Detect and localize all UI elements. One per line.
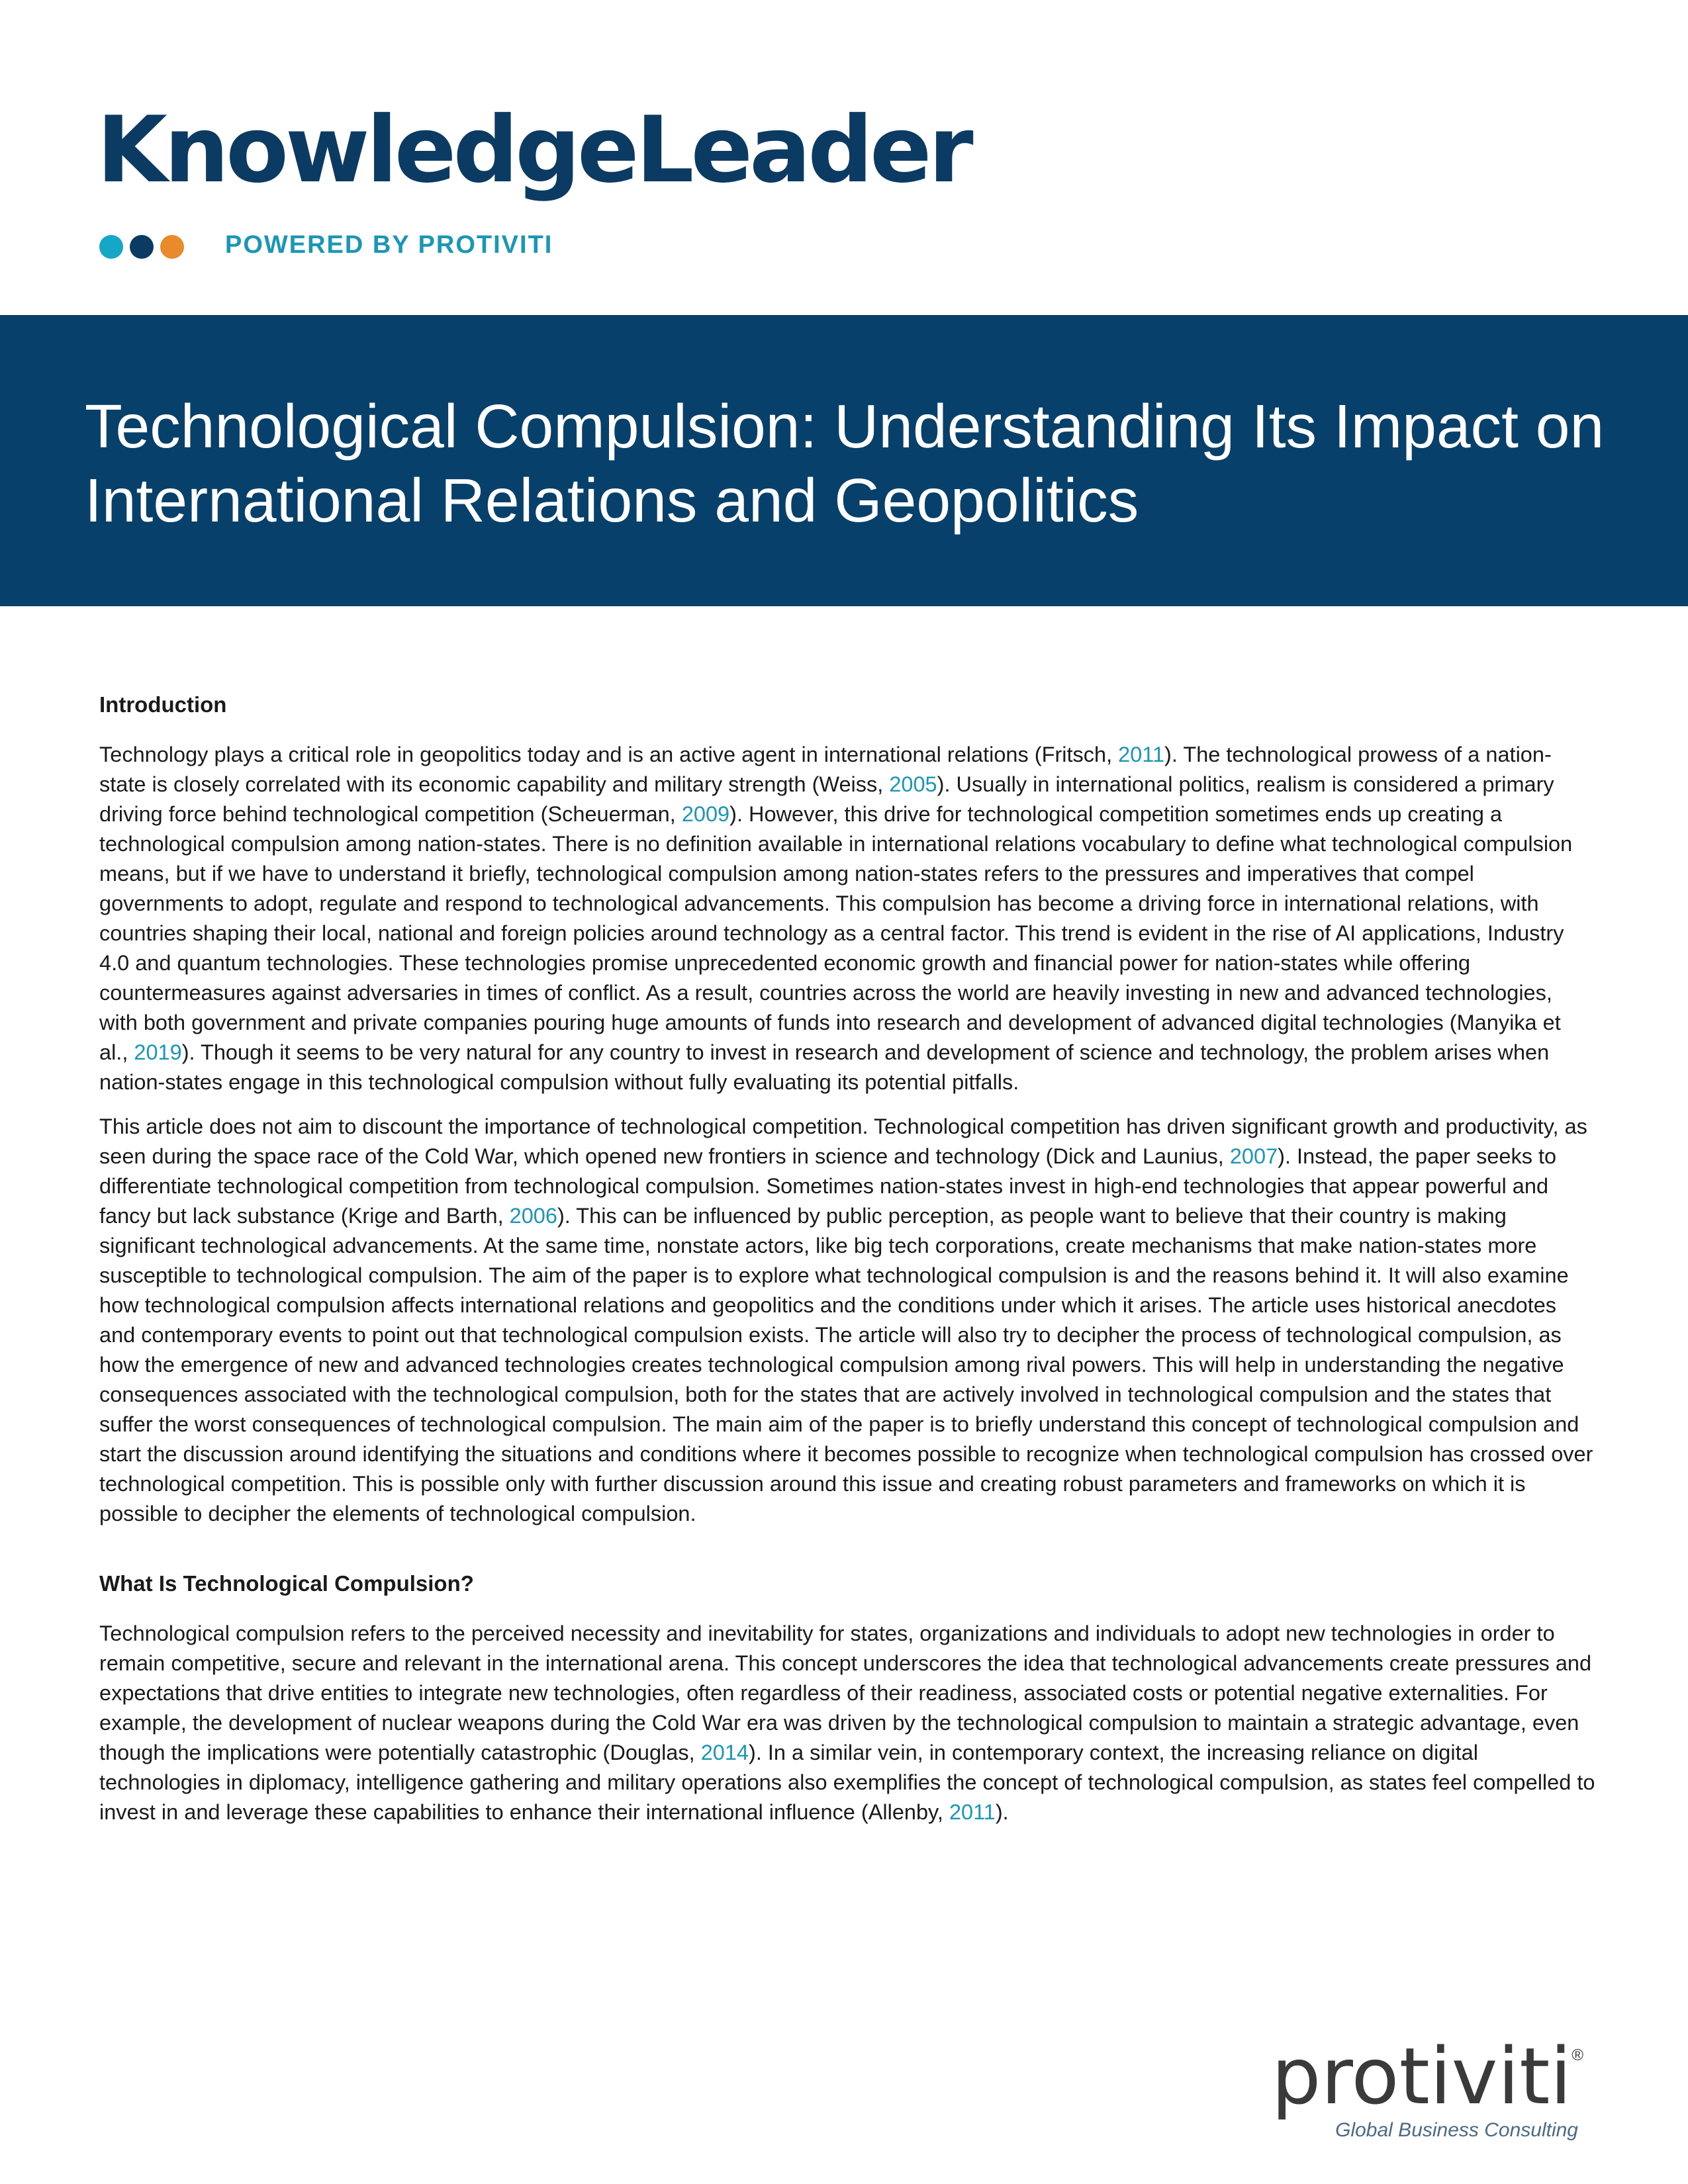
citation-link[interactable]: 2005 xyxy=(889,772,937,796)
paragraph-text: ). Usually in international politics, realism is considered a primary driving force behind technological competition (Scheuerman, xyxy=(99,772,1554,826)
paragraph-text: ). Instead, the paper seeks to differentiate technological competition from technological compulsion. Sometimes nation-states invest in high-end technologies that appear powerful and fancy but lack substance (Krige and Barth, xyxy=(99,1144,1557,1228)
dot-navy-icon xyxy=(130,235,154,259)
paragraph-text: ). The technological prowess of a nation-state is closely correlated with its economic capability and military strength (Weiss, xyxy=(99,743,1552,796)
protiviti-footer-logo xyxy=(1186,2030,1583,2142)
paragraph-text: ). However, this drive for technological competition sometimes ends up creating a technological compulsion among nation-states. There is no definition available in international relations vocabulary to define what technological compulsion means, but if we have to understand it briefly, technological compulsion among nation-states refers to the pressures and imperatives that compel governments to adopt, regulate and respond to technological advancements. This compulsion has become a driving force in international relations, with countries shaping their local, national and foreign policies around technology as a central factor. This trend is evident in the rise of AI applications, Industry 4.0 and quantum technologies. These technologies promise unprecedented economic growth and financial power for nation-states while offering countermeasures against adversaries in times of conflict. As a result, countries across the world are heavily investing in new and advanced technologies, with both government and private companies pouring huge amounts of funds into research and development of advanced digital technologies (Manyika et al., xyxy=(99,802,1573,1064)
citation-link[interactable]: 2011 xyxy=(1118,743,1165,766)
paragraph-text: ). Though it seems to be very natural for any country to invest in research and development of science and technology, the problem arises when nation-states engage in this technological compulsion without fully evaluating its potential pitfalls. xyxy=(99,1040,1550,1094)
powered-by-label: POWERED BY PROTIVITI xyxy=(225,231,553,259)
paragraph xyxy=(99,1112,1595,1529)
article-body xyxy=(99,692,1595,1842)
citation-link[interactable]: 2019 xyxy=(134,1040,182,1064)
knowledgeleader-logo: KnowledgeLeader xyxy=(97,97,970,203)
paragraph-text: Technological compulsion refers to the perceived necessity and inevitability for states, organizations and individuals to adopt new technologies in order to remain competitive, secure and relevant in the international arena. This concept underscores the idea that technological advancements create pressures and expectations that drive entities to integrate new technologies, often regardless of their readiness, associated costs or potential negative externalities. For example, the development of nuclear weapons during the Cold War era was driven by the technological compulsion to maintain a strategic advantage, even though the implications were potentially catastrophic (Douglas, xyxy=(99,1621,1592,1764)
citation-link[interactable]: 2014 xyxy=(700,1741,749,1764)
paragraph xyxy=(99,740,1595,1097)
citation-link[interactable]: 2011 xyxy=(949,1800,996,1824)
paragraph-text: ). In a similar vein, in contemporary context, the increasing reliance on digital technologies in diplomacy, intelligence gathering and military operations also exemplifies the concept of technological compulsion, as states feel compelled to invest in and leverage these capabilities to enhance their international influence (Allenby, xyxy=(99,1741,1595,1824)
footer-tagline: Global Business Consulting xyxy=(1335,2119,1578,2141)
registered-mark-icon: ® xyxy=(1571,2046,1583,2064)
dot-orange-icon xyxy=(160,235,184,259)
citation-link[interactable]: 2007 xyxy=(1229,1144,1278,1168)
section-heading: What Is Technological Compulsion? xyxy=(99,1571,474,1596)
page-title: Technological Compulsion: Understanding Its Impact on International Relations and Geopolitics xyxy=(85,392,1605,535)
dot-teal-icon xyxy=(99,235,123,259)
paragraph-text: This article does not aim to discount the importance of technological competition. Technological competition has driven significant growth and productivity, as seen during the space race of the Cold War, which opened new frontiers in science and technology (Dick and Launius, xyxy=(99,1115,1587,1168)
citation-link[interactable]: 2009 xyxy=(681,802,730,826)
paragraph-text: ). xyxy=(995,1800,1009,1824)
protiviti-wordmark: protiviti xyxy=(1271,2030,1572,2122)
paragraph xyxy=(99,1619,1595,1827)
citation-link[interactable]: 2006 xyxy=(509,1204,557,1228)
section-heading: Introduction xyxy=(99,692,227,717)
brand-dots xyxy=(99,235,184,259)
paragraph-text: ). This can be influenced by public perception, as people want to believe that their country is making significant technological advancements. At the same time, nonstate actors, like big tech corporations, create mechanisms that make nation-states more susceptible to technological compulsion. The aim of the paper is to explore what technological compulsion is and the reasons behind it. It will also examine how technological compulsion affects international relations and geopolitics and the conditions under which it arises. The article uses historical anecdotes and contemporary events to point out that technological compulsion exists. The article will also try to decipher the process of technological compulsion, as how the emergence of new and advanced technologies creates technological compulsion among rival powers. This will help in understanding the negative consequences associated with the technological compulsion, both for the states that are actively involved in technological compulsion and the states that suffer the worst consequences of technological compulsion. The main aim of the paper is to briefly understand this concept of technological compulsion and start the discussion around identifying the situations and conditions where it becomes possible to recognize when technological compulsion has crossed over technological competition. This is possible only with further discussion around this issue and creating robust parameters and frameworks on which it is possible to decipher the elements of technological compulsion. xyxy=(99,1204,1593,1525)
paragraph-text: Technology plays a critical role in geopolitics today and is an active agent in international relations (Fritsch, xyxy=(99,743,1119,766)
